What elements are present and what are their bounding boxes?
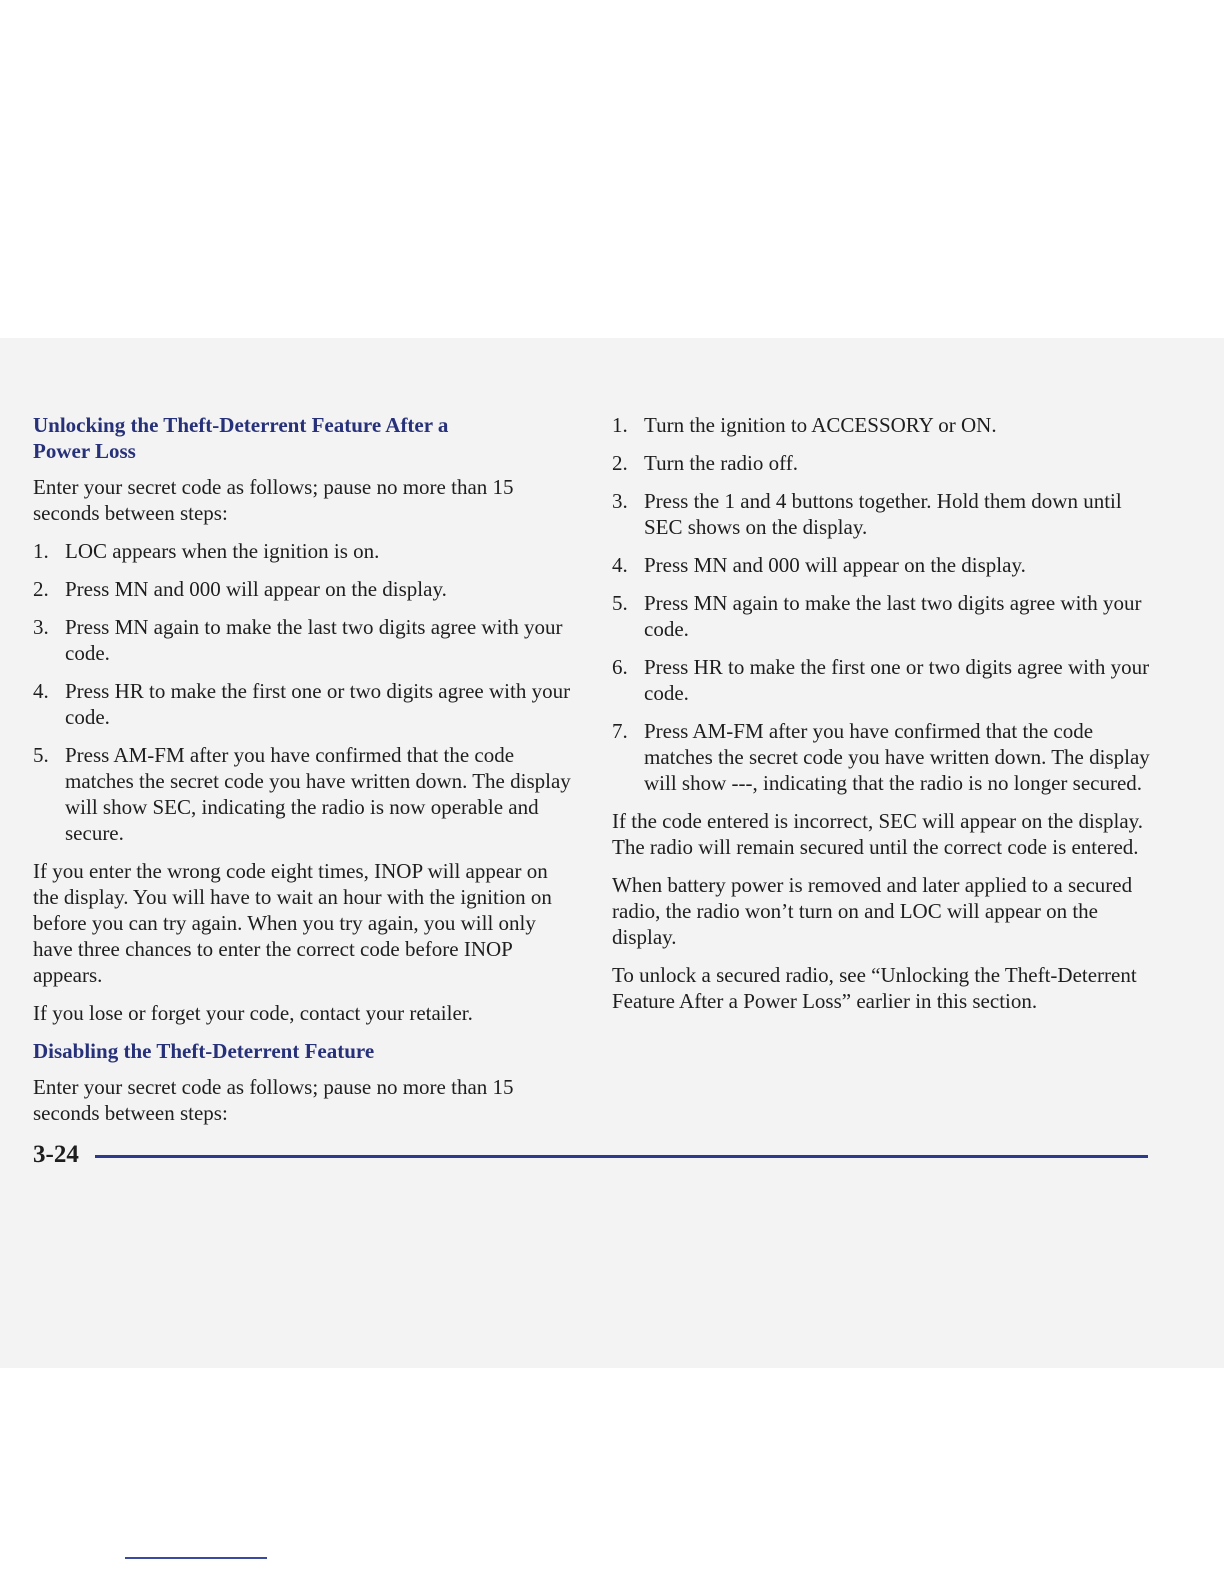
intro-paragraph-disabling: Enter your secret code as follows; pause no more than 15 seconds between steps: — [33, 1075, 514, 1125]
step-number: 4. — [612, 553, 628, 577]
list-item — [612, 718, 1157, 796]
heading-line-2: Power Loss — [33, 439, 136, 463]
step-number: 1. — [33, 539, 49, 563]
step-number: 7. — [612, 719, 628, 743]
unlock-reference-paragraph: To unlock a secured radio, see “Unlocking the Theft-Deterrent Feature After a Power Loss” earlier in this section. — [612, 963, 1137, 1013]
list-item — [612, 412, 1157, 438]
step-text: Press MN and 000 will appear on the display. — [65, 577, 447, 601]
step-number: 3. — [33, 615, 49, 639]
list-item — [33, 678, 573, 730]
step-number: 5. — [612, 591, 628, 615]
step-text: Press AM-FM after you have confirmed that the code matches the secret code you have written down. The display will show ---, indicating that the radio is no longer secured. — [644, 719, 1150, 795]
step-number: 1. — [612, 413, 628, 437]
step-text: Press MN again to make the last two digits agree with your code. — [644, 591, 1142, 641]
section-heading-unlocking — [33, 412, 573, 464]
step-text: Turn the radio off. — [644, 451, 798, 475]
heading-line-1: Unlocking the Theft-Deterrent Feature After a — [33, 413, 449, 437]
step-number: 5. — [33, 743, 49, 767]
step-number: 6. — [612, 655, 628, 679]
page-footer — [33, 1140, 1148, 1170]
list-item — [612, 450, 1157, 476]
intro-paragraph: Enter your secret code as follows; pause no more than 15 seconds between steps: — [33, 475, 514, 525]
step-number: 2. — [612, 451, 628, 475]
step-text: Turn the ignition to ACCESSORY or ON. — [644, 413, 997, 437]
page-number: 3-24 — [33, 1141, 79, 1168]
step-text: Press the 1 and 4 buttons together. Hold them down until SEC shows on the display. — [644, 489, 1122, 539]
wrong-code-paragraph: If you enter the wrong code eight times, INOP will appear on the display. You will have to wait an hour with the ignition on before you can try again. When you try again, you will only have three chances to enter the correct code before INOP appears. — [33, 859, 552, 987]
section-heading-disabling: Disabling the Theft-Deterrent Feature — [33, 1039, 375, 1063]
step-text: LOC appears when the ignition is on. — [65, 539, 380, 563]
battery-paragraph: When battery power is removed and later applied to a secured radio, the radio won’t turn on and LOC will appear on the display. — [612, 873, 1133, 949]
footer-rule — [95, 1155, 1148, 1158]
step-text: Press MN and 000 will appear on the display. — [644, 553, 1026, 577]
lose-code-paragraph: If you lose or forget your code, contact your retailer. — [33, 1001, 473, 1025]
incorrect-code-paragraph: If the code entered is incorrect, SEC will appear on the display. The radio will remain secured until the correct code is entered. — [612, 809, 1144, 859]
step-text: Press HR to make the first one or two digits agree with your code. — [644, 655, 1150, 705]
bottom-divider — [125, 1557, 267, 1559]
step-number: 3. — [612, 489, 628, 513]
list-item — [33, 742, 573, 846]
step-text: Press HR to make the first one or two digits agree with your code. — [65, 679, 571, 729]
right-column — [612, 412, 1157, 1026]
list-item — [612, 552, 1157, 578]
step-number: 4. — [33, 679, 49, 703]
list-item — [33, 614, 573, 666]
disable-steps-list — [612, 412, 1157, 796]
step-number: 2. — [33, 577, 49, 601]
list-item — [612, 488, 1157, 540]
list-item — [33, 576, 573, 602]
step-text: Press AM-FM after you have confirmed that the code matches the secret code you have written down. The display will show SEC, indicating the radio is now operable and secure. — [65, 743, 571, 845]
list-item — [612, 590, 1157, 642]
left-column — [33, 412, 573, 1138]
unlock-steps-list — [33, 538, 573, 846]
list-item — [612, 654, 1157, 706]
list-item — [33, 538, 573, 564]
step-text: Press MN again to make the last two digits agree with your code. — [65, 615, 563, 665]
